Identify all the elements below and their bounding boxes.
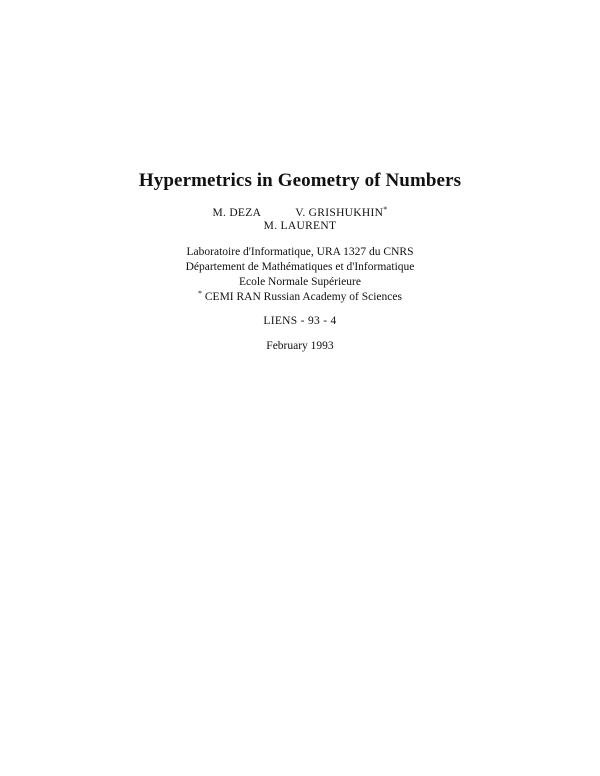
footnote-mark: * xyxy=(383,205,388,214)
author-laurent: M. LAURENT xyxy=(263,220,337,232)
affiliation-line-2: Département de Mathématiques et d'Informatique xyxy=(185,261,415,273)
report-number: LIENS - 93 - 4 xyxy=(263,315,337,327)
author-deza: M. DEZA xyxy=(212,207,262,219)
affiliation-line-1: Laboratoire d'Informatique, URA 1327 du CNRS xyxy=(186,246,414,258)
author-grishukhin xyxy=(295,207,387,219)
paper-title: Hypermetrics in Geometry of Numbers xyxy=(138,170,462,191)
publication-date: February 1993 xyxy=(266,340,334,352)
author-grishukhin-name: V. GRISHUKHIN xyxy=(295,207,384,219)
affiliation-line-3: Ecole Normale Supérieure xyxy=(239,276,361,288)
affiliation-line-4 xyxy=(0,290,600,305)
footnote-mark: * xyxy=(198,289,203,298)
authors-line-1 xyxy=(0,207,600,219)
affiliation-line-4-text: CEMI RAN Russian Academy of Sciences xyxy=(204,291,402,303)
affiliations xyxy=(0,245,600,305)
